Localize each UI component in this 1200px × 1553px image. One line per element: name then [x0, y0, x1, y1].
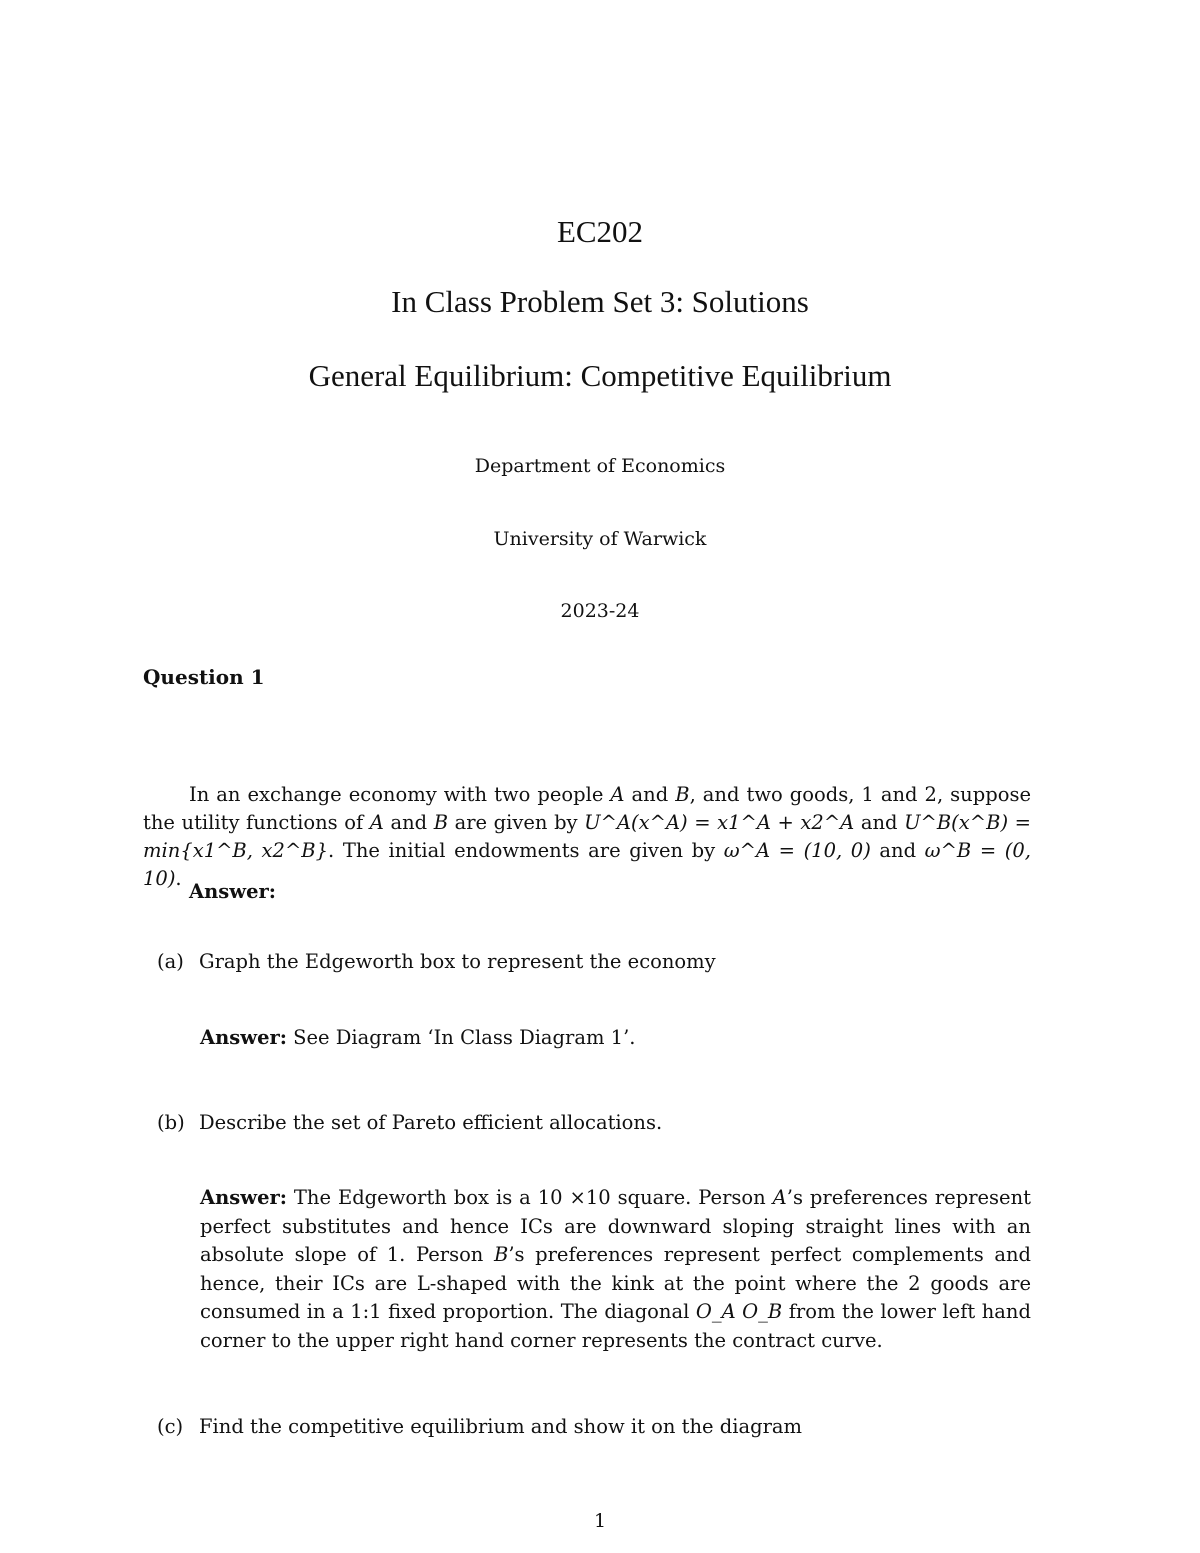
question-statement: In an exchange economy with two people A and B, and two goods, 1 and 2, suppose the utility functions of A and B are given by U^A(x^A) = x1^A + x2^A and U^B(x^B) = min{x1^B, x2^B}. The initial endowments are given by ω^A = (10, 0) and ω^B = (0, 10).: [143, 783, 1031, 890]
part-a-answer: Answer: See Diagram ‘In Class Diagram 1’.: [200, 1026, 636, 1049]
academic-year: 2023-24: [560, 600, 640, 622]
endowment-a: ω^A = (10, 0): [723, 839, 871, 862]
utility-a-formula: U^A(x^A) = x1^A + x2^A: [584, 811, 855, 834]
course-code: EC202: [556, 214, 644, 249]
diagonal-label: O_A O_B: [695, 1300, 783, 1323]
part-c-text: Find the competitive equilibrium and show it on the diagram: [199, 1415, 803, 1438]
part-c: [157, 1413, 802, 1441]
part-a-text: Graph the Edgeworth box to represent the economy: [199, 950, 716, 973]
topic-title: General Equilibrium: Competitive Equilibrium: [308, 358, 892, 393]
utility-b-formula: U^B(x^B) = min{x1^B, x2^B}: [143, 811, 1031, 862]
department: Department of Economics: [474, 455, 726, 477]
endowment-b: ω^B = (0, 10): [143, 839, 1031, 890]
page-number: 1: [593, 1510, 607, 1532]
part-a: [157, 948, 716, 976]
problem-set-title: In Class Problem Set 3: Solutions: [391, 284, 809, 319]
part-b-answer: Answer: The Edgeworth box is a 10 ×10 square. Person A’s preferences represent perfect substitutes and hence ICs are downward sloping straight lines with an absolute slope of 1. Person B’s preferences represent perfect complements and hence, their ICs are L-shaped with the kink at the point where the 2 goods are consumed in a 1:1 fixed proportion. The diagonal O_A O_B from the lower left hand corner to the upper right hand corner represents the contract curve.: [200, 1186, 1031, 1352]
part-b-tag: (b): [157, 1111, 185, 1134]
university: University of Warwick: [493, 528, 707, 550]
question-heading: Question 1: [143, 665, 265, 689]
part-b: [157, 1109, 662, 1137]
part-b-text: Describe the set of Pareto efficient allocations.: [199, 1111, 663, 1134]
question-answer-label: Answer:: [189, 880, 276, 903]
part-a-tag: (a): [157, 950, 184, 973]
part-c-tag: (c): [157, 1415, 184, 1438]
